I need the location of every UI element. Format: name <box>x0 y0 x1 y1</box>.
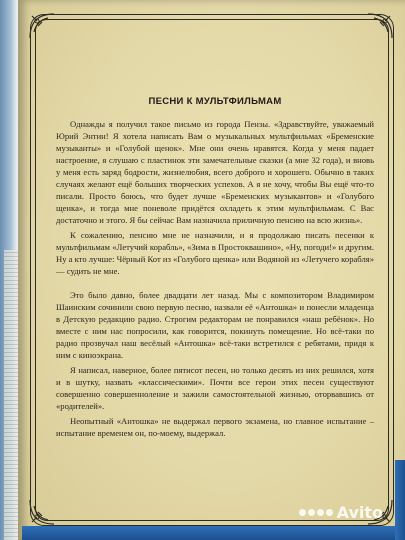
corner-flourish-icon <box>28 12 56 40</box>
cover-edge-bottom <box>22 526 405 540</box>
avito-watermark <box>299 503 383 522</box>
avito-dots-icon <box>299 509 333 516</box>
corner-flourish-icon <box>366 12 394 40</box>
cover-edge-right <box>395 460 405 540</box>
paragraph: Это было давно, более двадцати лет назад. Мы с композитором Владимиром Шаинским сочинили свою первую песню, назвали её «Антошка» и понесли младенца в Детскую редакцию радио. Строгим редакторам не понравился «наш ребёнок». Но вместе с ним нас попросили, как говорится, покинуть помещение. Но всё-таки по радио прозвучал наш весёлый «Антошка» всё-таки встретился с ребятами, придя к ним с киноэкрана. <box>56 290 374 360</box>
paragraph: Неопытный «Антошка» не выдержал первого экзамена, но главное испытание – испытание временем он, по-моему, выдержал. <box>56 416 374 438</box>
paragraph: К сожалению, пенсию мне не назначили, и я продолжаю писать песенки к мультфильмам «Летучий корабль», «Зима в Простоквашино», «Ну, погоди!» и другим. Ну а кто лучше: Чёрный Кот из «Голубого щенка» или Водяной из «Летучего корабля» — судить не мне. <box>56 230 374 276</box>
page-title: ПЕСНИ К МУЛЬТФИЛЬМАМ <box>148 96 282 107</box>
paragraph: Однажды я получил такое письмо из города Пензы. «Здравствуйте, уважаемый Юрий Энтин! Я хотела написать Вам о музыкальных мультфильмах «Бременские музыканты» и «Голубой щенок». Мне они очень нравятся. Когда у меня падает настроение, я слушаю с пластинок эти замечательные сказки (а мне 32 года), и вновь у меня есть заряд бодрости, жизнелюбия, всего доброго и хорошего. Обычно в таких случаях желают ещё больших творческих успехов. А я не хочу, чтобы Вы ещё что-то писали. Просто боюсь, что будет лучше «Бременских музыкантов» и «Голубого щенка», и тогда мне поневоле придётся охладеть к этим мультфильмам. С Вас достаточно и этого. Я бы сейчас Вам назначила приличную пенсию на всю жизнь». <box>56 119 374 225</box>
page-text <box>56 96 374 442</box>
paragraph: Я написал, наверное, более пятисот песен, но только десять из них решился, хотя и в шутку, назвать «классическими». Почти все герои этих песен существуют совершенно совершенноление и зажили самостоятельной жизнью, оторвавшись от «родителей». <box>56 365 374 411</box>
corner-flourish-icon <box>28 498 56 526</box>
watermark-text: Avito <box>336 503 383 522</box>
